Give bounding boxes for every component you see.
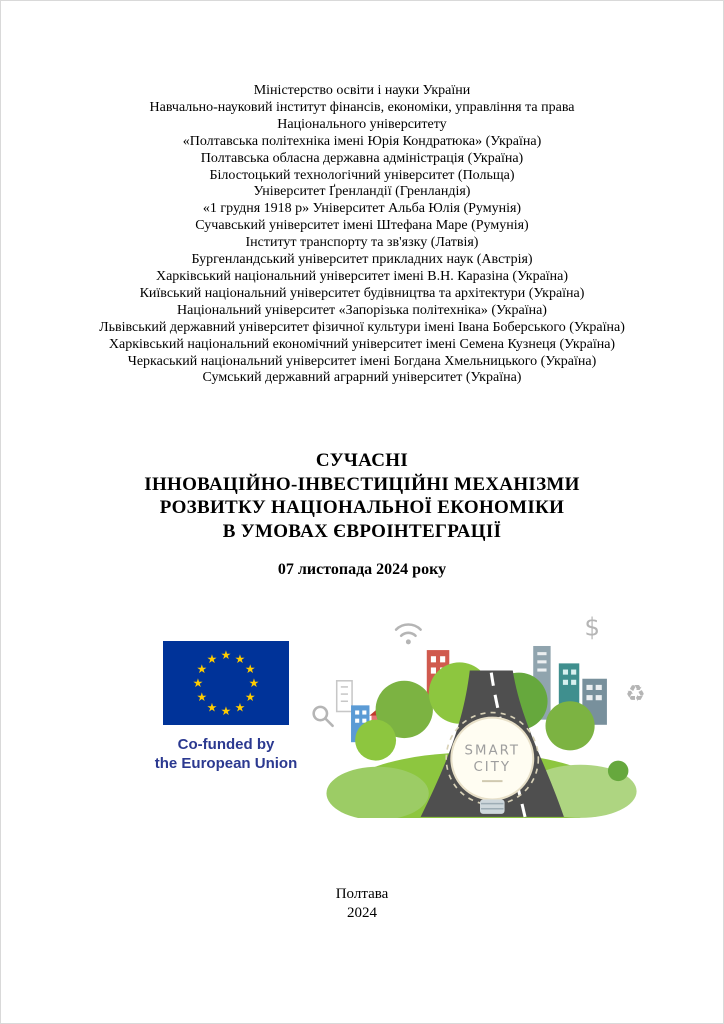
svg-text:★: ★ [196, 690, 208, 705]
institution-line: Харківський національний університет імені В.Н. Каразіна (Україна) [155, 268, 569, 284]
institution-line: «1 грудня 1918 р» Університет Альба Юлія (Румунія) [202, 201, 522, 217]
eu-flag-icon [163, 641, 289, 725]
institution-line: Інститут транспорту та зв'язку (Латвія) [245, 235, 479, 251]
title-line: СУЧАСНІ [315, 450, 409, 471]
recycle-icon: ♻ [625, 681, 646, 708]
institution-line: Навчально-науковий інститут фінансів, економіки, управління та права [149, 99, 575, 115]
institution-line: Міністерство освіти і науки України [253, 83, 471, 98]
conference-title [31, 449, 693, 543]
svg-text:★: ★ [196, 662, 208, 677]
svg-text:★: ★ [206, 651, 218, 666]
institution-line: Білостоцький технологічний університет (Польща) [209, 167, 515, 183]
bulb-text-city: CITY [473, 759, 512, 775]
conference-date: 07 листопада 2024 року [277, 561, 447, 578]
institution-line: «Полтавська політехніка імені Юрія Кондратюка» (Україна) [182, 133, 542, 149]
title-line: РОЗВИТКУ НАЦІОНАЛЬНОЇ ЕКОНОМІКИ [159, 497, 565, 518]
bulb-text-smart: SMART [464, 743, 521, 759]
institution-line: Львівський державний університет фізичної культури імені Івана Боберського (Україна) [99, 319, 625, 335]
eu-caption-line1: Co-funded by [177, 736, 275, 753]
imprint-year: 2024 [347, 905, 377, 921]
eu-caption [151, 735, 301, 773]
institution-line: Бургенландський університет прикладних наук (Австрія) [191, 252, 533, 268]
building-outline-icon [337, 681, 352, 712]
institution-line: Сумський державний аграрний університет (Україна) [202, 370, 522, 386]
eu-caption-line2: the European Union [154, 755, 298, 772]
institution-line: Національного університету [277, 116, 447, 132]
svg-text:★: ★ [220, 648, 232, 663]
svg-text:★: ★ [234, 651, 246, 666]
eu-funding-block [151, 641, 301, 773]
smart-city-svg [306, 606, 654, 818]
svg-text:★: ★ [206, 700, 218, 715]
svg-text:★: ★ [220, 704, 232, 719]
institution-line: Національний університет «Запорізька політехніка» (Україна) [177, 302, 547, 318]
title-line: ІННОВАЦІЙНО-ІНВЕСТИЦІЙНІ МЕХАНІЗМИ [144, 473, 580, 495]
imprint-city: Полтава [335, 886, 389, 902]
institution-line: Київський національний університет будівництва та архітектури (Україна) [139, 285, 585, 301]
institution-line: Університет Ґренландії (Гренландія) [253, 184, 471, 200]
institution-line: Харківський національний економічний університет імені Семена Кузнеця (Україна) [108, 336, 616, 352]
imprint [1, 885, 723, 923]
institution-line: Полтавська обласна державна адміністрація (Україна) [200, 150, 524, 166]
title-line: В УМОВАХ ЄВРОІНТЕГРАЦІЇ [222, 520, 502, 542]
dollar-icon: $ [584, 612, 601, 642]
svg-text:★: ★ [234, 700, 246, 715]
smart-city-illustration [306, 606, 654, 818]
institution-line: Сучавський університет імені Штефана Маре (Румунія) [195, 218, 529, 234]
wifi-icon [396, 625, 421, 645]
svg-text:★: ★ [192, 676, 204, 691]
svg-text:★: ★ [244, 662, 256, 677]
svg-text:★: ★ [248, 676, 260, 691]
svg-text:★: ★ [244, 690, 256, 705]
magnifier-icon [314, 707, 333, 726]
institution-line: Черкаський національний університет імені Богдана Хмельницького (Україна) [127, 353, 597, 369]
institutions-list [41, 83, 683, 387]
